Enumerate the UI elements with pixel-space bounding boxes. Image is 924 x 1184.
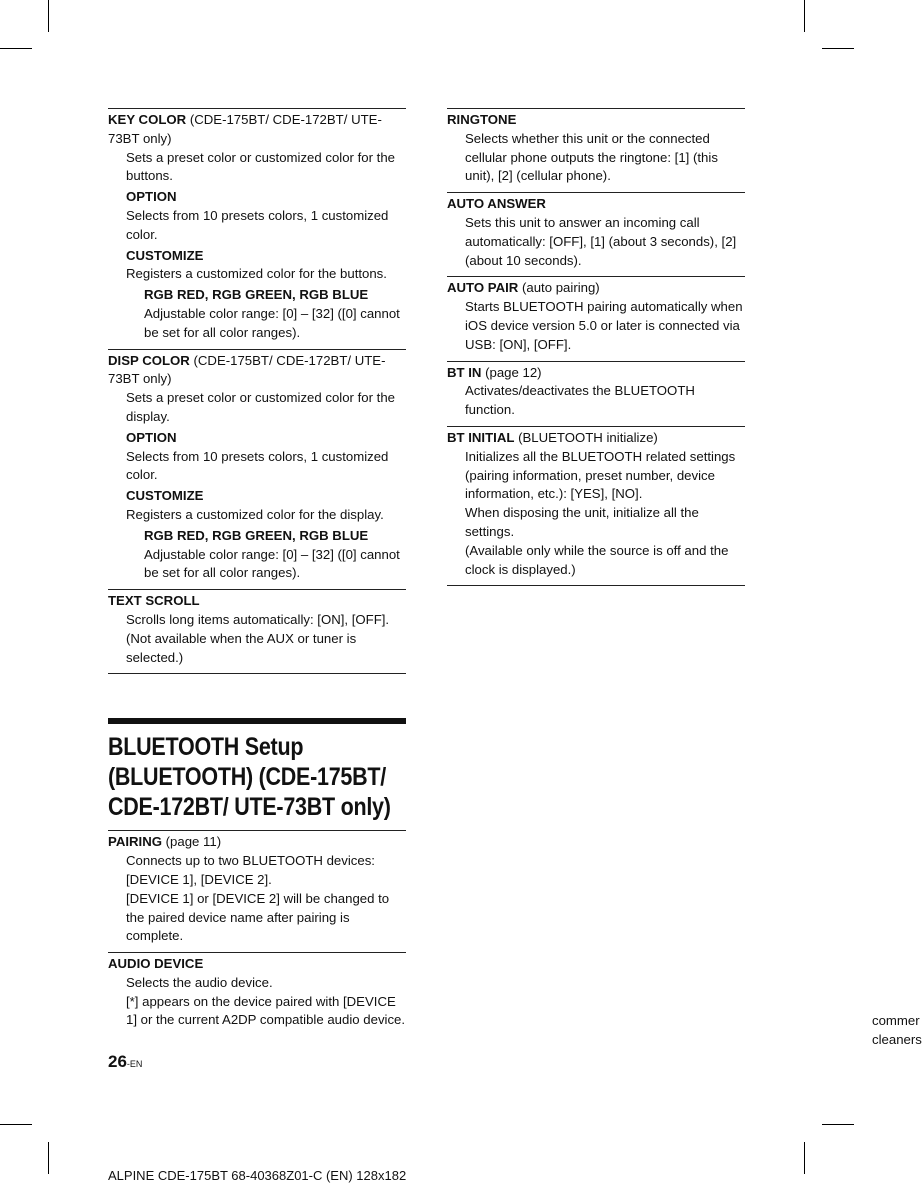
entry-description: Selects whether this unit or the connected cellular phone outputs the ringtone: [1] (this unit), [2] (cellular phone). xyxy=(465,130,718,184)
option-description: Selects from 10 presets colors, 1 customized color. xyxy=(126,448,389,483)
entry-description: Selects the audio device. xyxy=(126,974,273,990)
entry-note: When disposing the unit, initialize all the settings. xyxy=(465,505,699,539)
margin-note-line: commer xyxy=(872,1013,920,1028)
crop-mark xyxy=(804,0,805,32)
left-column xyxy=(108,108,406,1036)
entry-description: Initializes all the BLUETOOTH related settings (pairing information, preset number, device information, etc.): [YES], [NO]. xyxy=(465,448,736,502)
entry-title: BT INITIAL xyxy=(447,429,515,445)
crop-mark xyxy=(822,48,854,49)
page-number-suffix: -EN xyxy=(126,1059,143,1069)
option-label: OPTION xyxy=(126,429,177,445)
auto-pair-entry xyxy=(447,276,745,360)
crop-mark xyxy=(48,0,49,32)
crop-mark xyxy=(804,1142,805,1174)
entry-note: [*] appears on the device paired with [DEVICE 1] or the current A2DP compatible audio device. xyxy=(126,993,406,1028)
page-number xyxy=(108,1052,142,1072)
entry-title: DISP COLOR xyxy=(108,352,190,368)
entry-qualifier: (auto pairing) xyxy=(522,280,600,296)
option-description: Selects from 10 presets colors, 1 customized color. xyxy=(126,207,389,242)
right-column xyxy=(447,108,745,586)
crop-mark xyxy=(48,1142,49,1174)
entry-title: BT IN xyxy=(447,364,482,380)
customize-label: CUSTOMIZE xyxy=(126,488,204,504)
entry-note: (Available only while the source is off and the clock is displayed.) xyxy=(465,542,729,577)
margin-note-line: cleaners xyxy=(872,1031,922,1047)
margin-note xyxy=(872,1012,922,1050)
entry-qualifier: (CDE-175BT/ CDE-172BT/ UTE-73BT only) xyxy=(108,112,382,146)
entry-description: Sets a preset color or customized color for the buttons. xyxy=(126,149,395,184)
crop-mark xyxy=(0,48,32,49)
entry-title: TEXT SCROLL xyxy=(108,593,200,609)
entry-title: KEY COLOR xyxy=(108,112,187,127)
entry-description: Connects up to two BLUETOOTH devices: [DEVICE 1], [DEVICE 2]. xyxy=(126,853,375,887)
rgb-description: Adjustable color range: [0] – [32] ([0] cannot be set for all color ranges). xyxy=(144,546,400,581)
disp-color-entry xyxy=(108,349,406,590)
pairing-entry xyxy=(108,830,406,952)
entry-note: (Not available when the AUX or tuner is selected.) xyxy=(126,630,357,665)
customize-description: Registers a customized color for the display. xyxy=(126,506,384,522)
entry-title: AUDIO DEVICE xyxy=(108,956,204,972)
entry-note: [DEVICE 1] or [DEVICE 2] will be changed to the paired device name after pairing is complete. xyxy=(126,890,390,944)
auto-answer-entry xyxy=(447,192,745,276)
entry-description: Activates/deactivates the BLUETOOTH function. xyxy=(465,383,695,418)
entry-qualifier: (BLUETOOTH initialize) xyxy=(518,429,658,445)
entry-description: Sets a preset color or customized color for the display. xyxy=(126,390,395,424)
entry-qualifier: (CDE-175BT/ CDE-172BT/ UTE-73BT only) xyxy=(108,352,386,387)
key-color-entry xyxy=(108,108,406,349)
entry-title: AUTO PAIR xyxy=(447,280,519,296)
entry-description: Scrolls long items automatically: [ON], [OFF]. xyxy=(126,611,390,627)
entry-description: Sets this unit to answer an incoming call automatically: [OFF], [1] (about 3 seconds), [2] (about 10 seconds). xyxy=(465,214,737,268)
audio-device-entry xyxy=(108,952,406,1036)
entry-title: PAIRING xyxy=(108,834,162,850)
ringtone-entry xyxy=(447,108,745,192)
crop-mark xyxy=(822,1124,854,1125)
page-number-value: 26 xyxy=(108,1052,127,1071)
entry-qualifier: (page 11) xyxy=(165,834,222,850)
entry-description: Starts BLUETOOTH pairing automatically when iOS device version 5.0 or later is connected via USB: [ON], [OFF]. xyxy=(465,299,743,352)
bt-in-entry xyxy=(447,361,745,426)
customize-description: Registers a customized color for the buttons. xyxy=(126,266,387,282)
rgb-description: Adjustable color range: [0] – [32] ([0] cannot be set for all color ranges). xyxy=(144,305,400,340)
entry-title: RINGTONE xyxy=(447,112,517,127)
bluetooth-section-heading xyxy=(108,718,406,830)
rgb-label: RGB RED, RGB GREEN, RGB BLUE xyxy=(144,527,369,543)
print-footer: ALPINE CDE-175BT 68-40368Z01-C (EN) 128x182 xyxy=(108,1168,407,1183)
text-scroll-entry xyxy=(108,589,406,674)
customize-label: CUSTOMIZE xyxy=(126,247,204,263)
entry-qualifier: (page 12) xyxy=(485,364,542,380)
crop-mark xyxy=(0,1124,32,1125)
section-title: BLUETOOTH Setup (BLUETOOTH) (CDE-175BT/ CDE-172BT/ UTE-73BT only) xyxy=(108,733,391,822)
option-label: OPTION xyxy=(126,189,177,205)
entry-title: AUTO ANSWER xyxy=(447,196,546,212)
bt-initial-entry xyxy=(447,426,745,586)
rgb-label: RGB RED, RGB GREEN, RGB BLUE xyxy=(144,287,369,303)
